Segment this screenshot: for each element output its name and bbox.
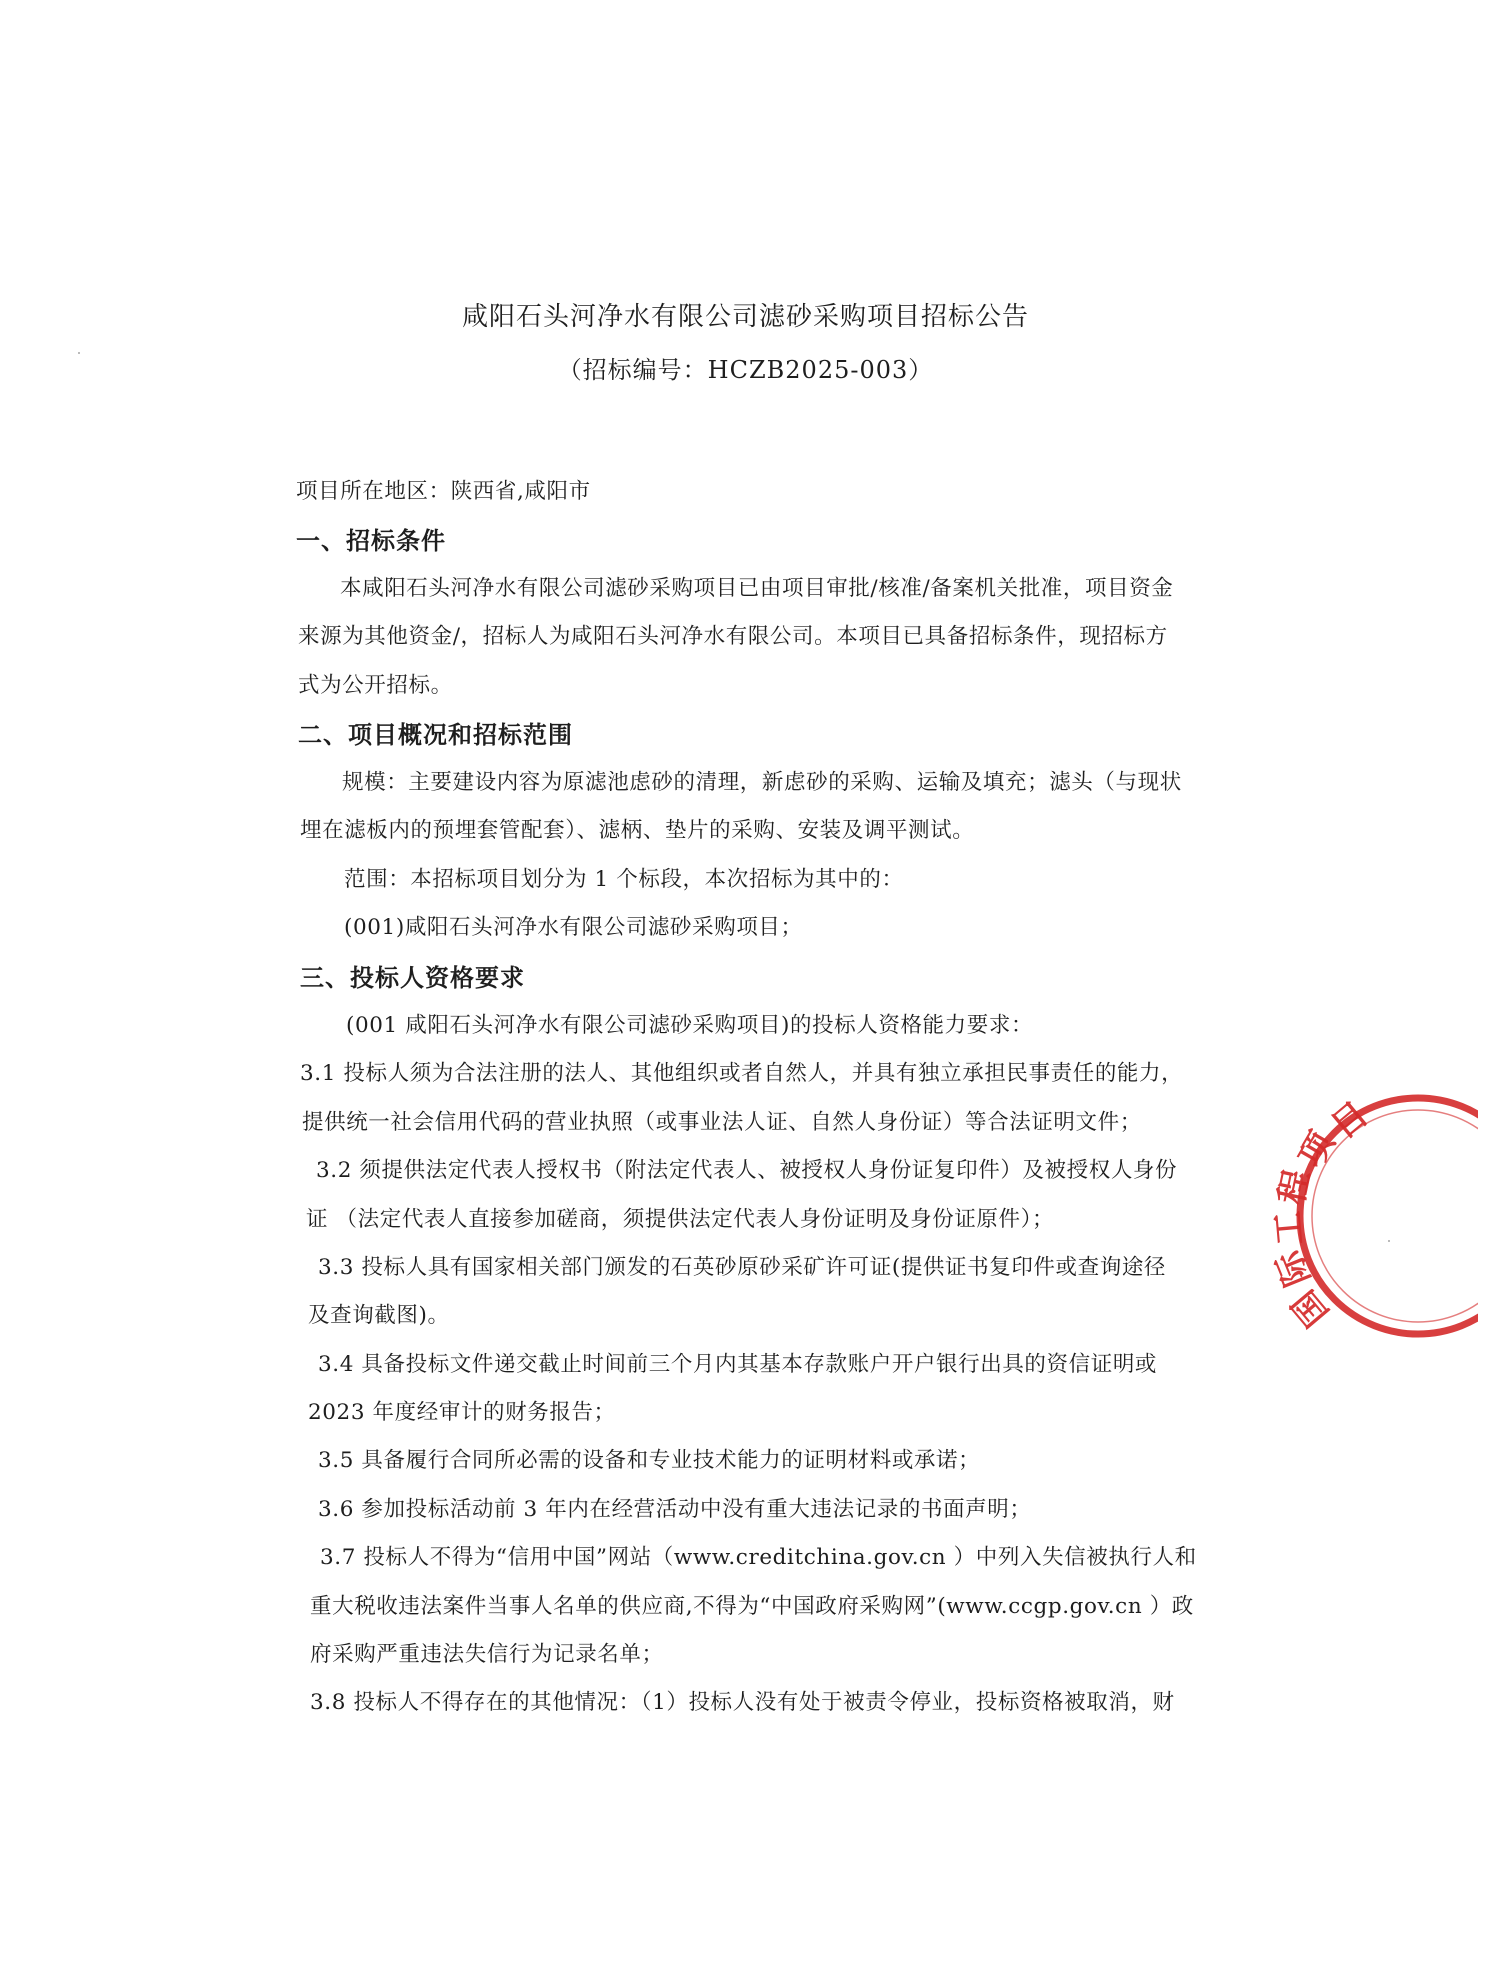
svg-text:国: 国 bbox=[1284, 1282, 1337, 1334]
tender-number: （招标编号：HCZB2025-003） bbox=[557, 356, 934, 384]
company-seal bbox=[1248, 1088, 1478, 1348]
svg-text:程: 程 bbox=[1271, 1166, 1318, 1208]
clause-3-2: 3.2 须提供法定代表人授权书（附法定代表人、被授权人身份证复印件）及被授权人身份 bbox=[316, 1158, 1178, 1183]
project-location: 项目所在地区：陕西省,咸阳市 bbox=[296, 479, 591, 504]
paragraph-line: 本咸阳石头河净水有限公司滤砂采购项目已由项目审批/核准/备案机关批准，项目资金 bbox=[340, 576, 1174, 601]
clause-3-7: 3.7 投标人不得为“信用中国”网站（www.creditchina.gov.cn ）中列入失信被执行人和 bbox=[320, 1545, 1197, 1570]
paragraph-line: 2023 年度经审计的财务报告； bbox=[308, 1400, 616, 1425]
paragraph-line: 规模：主要建设内容为原滤池虑砂的清理，新虑砂的采购、运输及填充；滤头（与现状 bbox=[342, 770, 1182, 795]
paragraph-line: 范围：本招标项目划分为 1 个标段，本次招标为其中的： bbox=[344, 867, 904, 892]
paragraph-line: 证 （法定代表人直接参加磋商，须提供法定代表人身份证明及身份证原件）； bbox=[306, 1207, 1055, 1232]
svg-text:项: 项 bbox=[1291, 1125, 1343, 1175]
clause-3-4: 3.4 具备投标文件递交截止时间前三个月内其基本存款账户开户银行出具的资信证明或 bbox=[318, 1352, 1158, 1377]
section-heading: 三、投标人资格要求 bbox=[300, 964, 525, 992]
paragraph-line: (001 咸阳石头河净水有限公司滤砂采购项目)的投标人资格能力要求： bbox=[346, 1013, 1034, 1038]
svg-text:目: 目 bbox=[1324, 1094, 1376, 1147]
paragraph-line: 重大税收违法案件当事人名单的供应商,不得为“中国政府采购网”(www.ccgp.gov.cn ）政 bbox=[310, 1594, 1194, 1619]
paragraph-line: 府采购严重违法失信行为记录名单； bbox=[310, 1642, 664, 1667]
clause-3-6: 3.6 参加投标活动前 3 年内在经营活动中没有重大违法记录的书面声明； bbox=[318, 1497, 1032, 1522]
paragraph-line: 提供统一社会信用代码的营业执照（或事业法人证、自然人身份证）等合法证明文件； bbox=[302, 1110, 1142, 1135]
seal-graphic bbox=[1248, 1088, 1478, 1348]
paragraph-line: 及查询截图)。 bbox=[308, 1303, 450, 1328]
section-heading: 一、招标条件 bbox=[296, 527, 446, 555]
scan-speck bbox=[78, 352, 80, 354]
scan-speck bbox=[1388, 1240, 1390, 1242]
clause-3-1: 3.1 投标人须为合法注册的法人、其他组织或者自然人，并具有独立承担民事责任的能力， bbox=[300, 1061, 1184, 1086]
svg-text:工: 工 bbox=[1268, 1209, 1311, 1247]
clause-3-5: 3.5 具备履行合同所必需的设备和专业技术能力的证明材料或承诺； bbox=[318, 1448, 981, 1473]
paragraph-line: 式为公开招标。 bbox=[298, 673, 453, 698]
document-title: 咸阳石头河净水有限公司滤砂采购项目招标公告 bbox=[461, 302, 1029, 332]
paragraph-line: 埋在滤板内的预埋套管配套）、滤柄、垫片的采购、安装及调平测试。 bbox=[300, 818, 975, 843]
clause-3-8: 3.8 投标人不得存在的其他情况：（1）投标人没有处于被责令停业，投标资格被取消，财 bbox=[310, 1690, 1175, 1715]
section-heading: 二、项目概况和招标范围 bbox=[298, 721, 573, 749]
clause-3-3: 3.3 投标人具有国家相关部门颁发的石英砂原砂采矿许可证(提供证书复印件或查询途径 bbox=[318, 1255, 1167, 1280]
paragraph-line: 来源为其他资金/，招标人为咸阳石头河净水有限公司。本项目已具备招标条件，现招标方 bbox=[298, 624, 1168, 649]
paragraph-line: (001)咸阳石头河净水有限公司滤砂采购项目； bbox=[344, 915, 803, 940]
svg-text:际: 际 bbox=[1268, 1245, 1319, 1292]
